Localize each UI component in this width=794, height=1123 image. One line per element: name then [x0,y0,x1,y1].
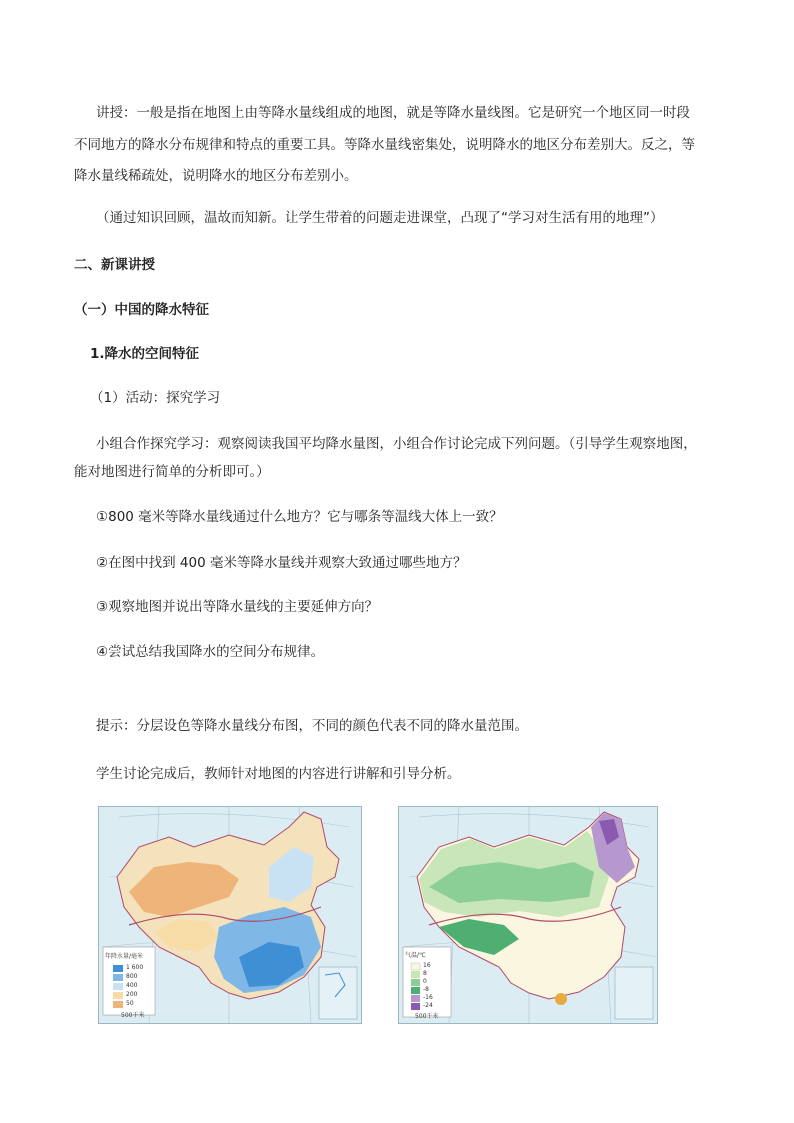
temp-legend-0: 0 [423,978,427,985]
para3-line1: 小组合作探究学习：观察阅读我国平均降水量图，小组合作讨论完成下列问题。（引导学生观察地图， [96,436,697,452]
temperature-map [398,806,658,1024]
precip-legend-400: 400 [126,982,138,989]
temp-legend-8: 8 [423,970,427,977]
temp-legend-minus16: -16 [423,994,433,1001]
activity-label: （1）活动：探究学习 [90,390,221,406]
para1-line3: 降水量线稀疏处，说明降水的地区分布差别小。 [74,168,358,184]
precip-scale: 500千米 [121,1012,145,1019]
hint-text: 提示：分层设色等降水量线分布图，不同的颜色代表不同的降水量范围。 [96,718,528,734]
subsubsection-heading: 1.降水的空间特征 [90,346,200,362]
precipitation-map [98,806,362,1024]
para1-line1: 讲授：一般是指在地图上由等降水量线组成的地图，就是等降水量线图。它是研究一个地区同一时段 [96,105,690,121]
precip-legend-800: 800 [126,973,138,980]
para2: （通过知识回顾，温故而知新。让学生带着的问题走进课堂，凸现了“学习对生活有用的地理”） [96,210,664,226]
question-1: ①800 毫米等降水量线通过什么地方？它与哪条等温线大体上一致？ [96,509,503,525]
section-heading: 二、新课讲授 [74,257,155,273]
temp-scale: 500千米 [415,1013,439,1020]
precip-legend-200: 200 [126,991,138,998]
question-3: ③观察地图并说出等降水量线的主要延伸方向？ [96,599,379,615]
temp-legend-16: 16 [423,962,431,969]
question-4: ④尝试总结我国降水的空间分布规律。 [96,644,325,660]
precipitation-map-graphic [99,807,361,1023]
precip-legend-title: 年降水量/毫米 [105,953,144,960]
temp-legend-minus24: -24 [423,1002,433,1009]
precip-legend-1600: 1 600 [126,964,144,971]
question-2: ②在图中找到 400 毫米等降水量线并观察大致通过哪些地方？ [96,555,467,571]
temp-legend-title: 气温/℃ [405,952,426,959]
temp-legend-minus8: -8 [423,986,429,993]
subsection-heading: （一）中国的降水特征 [74,302,209,318]
temperature-map-graphic [399,807,657,1023]
discussion-text: 学生讨论完成后，教师针对地图的内容进行讲解和引导分析。 [96,766,461,782]
precip-legend-50: 50 [126,1000,134,1007]
para1-line2: 不同地方的降水分布规律和特点的重要工具。等降水量线密集处，说明降水的地区分布差别大。反之，等 [74,137,695,153]
para3-line2: 能对地图进行简单的分析即可。） [74,464,270,480]
